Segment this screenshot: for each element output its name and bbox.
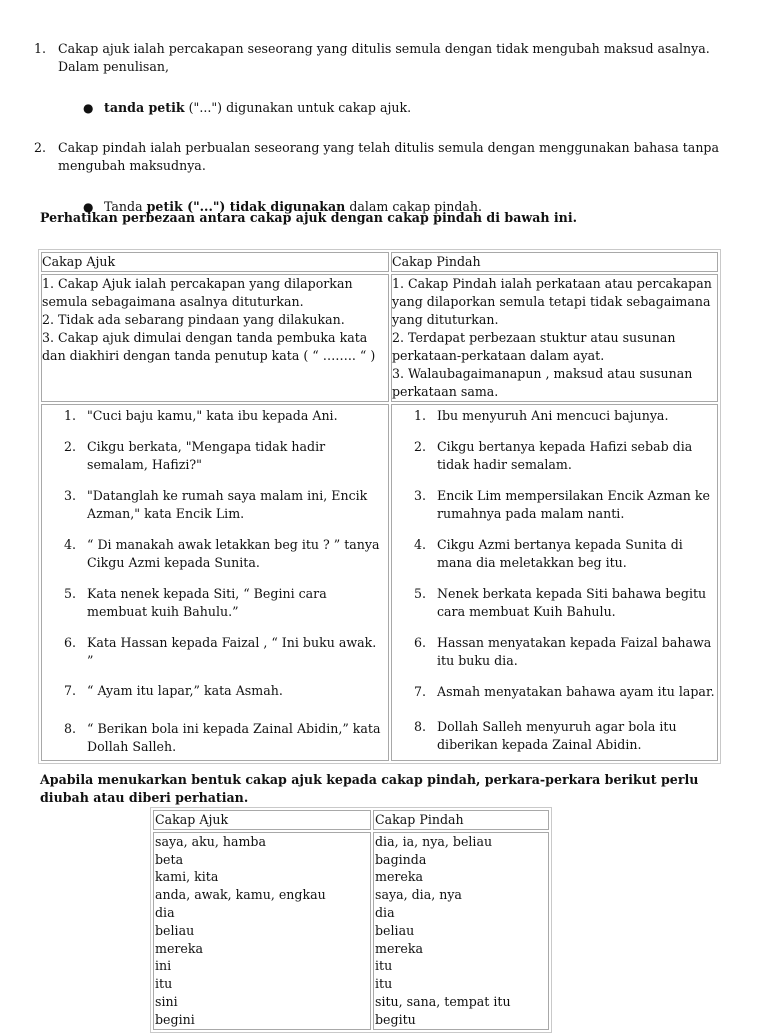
table-cell: beta [155,851,184,867]
intro-bullet-1 [0,99,768,117]
definition-line: 3. Walaubagaimanapun , maksud atau susunan perkataan sama. [392,366,693,399]
table-cell: kami, kita [155,869,219,885]
intro-section [0,40,768,216]
header-cell-pindah: Cakap Pindah [373,810,549,830]
list-item: 4. Cikgu Azmi bertanya kepada Sunita di mana dia meletakkan beg itu. [414,537,683,570]
intro-item-2 [0,139,768,175]
table-cell: mereka [155,940,204,956]
intro-item-text: Cakap ajuk ialah percakapan seseorang yang ditulis semula dengan tidak mengubah maksud asalnya. Dalam penulisan, [58,41,710,74]
header-cell-ajuk: Cakap Ajuk [153,810,371,830]
table-cell: itu [155,976,173,992]
table-cell: beliau [155,922,195,938]
bullet-icon: ● [83,200,94,214]
examples-list-ajuk [42,407,388,756]
section-heading-2: Apabila menukarkan bentuk cakap ajuk kepada cakap pindah, perkara-perkara berikut perlu diubah atau diberi perhatian. [40,772,699,805]
list-item: 2. Cikgu bertanya kepada Hafizi sebab dia tidak hadir semalam. [414,439,693,472]
table-header-row [153,810,549,830]
bullet-bold-text: tanda petik [104,100,185,115]
table-cell: saya, aku, hamba [155,833,266,849]
examples-cell-pindah [391,404,718,761]
table-cell: saya, dia, nya [375,887,462,903]
list-item: 3. "Datanglah ke rumah saya malam ini, Encik Azman," kata Encik Lim. [64,488,368,521]
header-cell-pindah: Cakap Pindah [391,252,718,272]
bullet-icon: ● [83,101,94,115]
list-item: 8. “ Berikan bola ini kepada Zainal Abidin,” kata Dollah Salleh. [64,721,381,754]
definition-line: 2. Terdapat perbezaan stuktur atau susunan perkataan-perkataan dalam ayat. [392,330,676,363]
table-cell: baginda [375,851,427,867]
table-header-row [41,252,718,272]
bullet-pre-text: Tanda [104,199,147,214]
table-cell: itu [375,958,393,974]
table-cell: begitu [375,1011,416,1027]
examples-list-pindah [392,407,717,754]
list-item: 3. Encik Lim mempersilakan Encik Azman ke rumahnya pada malam nanti. [414,488,710,521]
list-item: 7. “ Ayam itu lapar,” kata Asmah. [64,683,283,698]
list-number: 1. [34,41,47,56]
list-item: 6. Hassan menyatakan kepada Faizal bahawa itu buku dia. [414,635,712,668]
comparison-table [38,249,721,764]
definition-line: 3. Cakap ajuk dimulai dengan tanda pembuka kata dan diakhiri dengan tanda penutup kata ( “ …….. “ ) [42,330,376,363]
definition-cell-ajuk [41,274,389,402]
table-cell: dia [375,904,395,920]
intro-item-1 [0,40,768,76]
list-item: 5. Kata nenek kepada Siti, “ Begini cara membuat kuih Bahulu.” [64,586,327,619]
definition-cell-pindah [391,274,718,402]
table-cell: sini [155,993,178,1009]
examples-row [41,404,718,761]
intro-item-text: Cakap pindah ialah perbualan seseorang yang telah ditulis semula dengan menggunakan bahasa tanpa mengubah maksudnya. [58,140,719,173]
list-item: 2. Cikgu berkata, "Mengapa tidak hadir semalam, Hafizi?" [64,439,326,472]
table-cell: dia [155,904,175,920]
table-cell: ini [155,958,172,974]
list-item: 1. "Cuci baju kamu," kata ibu kepada Ani. [64,408,338,423]
table-row [153,832,549,1030]
table-cell: mereka [375,869,424,885]
definition-row [41,274,718,402]
definition-line: 1. Cakap Ajuk ialah percakapan yang dilaporkan semula sebagaimana asalnya dituturkan. [42,276,353,309]
bullet-bold-text: petik ("...") tidak digunakan [146,199,346,214]
table-cell: begini [155,1011,195,1027]
definition-line: 1. Cakap Pindah ialah perkataan atau percakapan yang dilaporkan semula tetapi tidak sebagaimana yang dituturkan. [392,276,712,327]
table-cell: anda, awak, kamu, engkau [155,887,326,903]
examples-cell-ajuk [41,404,389,761]
pronoun-list-ajuk [153,832,371,1030]
header-cell-ajuk: Cakap Ajuk [41,252,389,272]
table-cell: itu [375,976,393,992]
definition-line: 2. Tidak ada sebarang pindaan yang dilakukan. [42,312,345,327]
list-item: 1. Ibu menyuruh Ani mencuci bajunya. [414,408,669,423]
pronoun-change-table [150,807,552,1033]
list-number: 2. [34,140,47,155]
list-item: 7. Asmah menyatakan bahawa ayam itu lapar. [414,684,715,699]
list-item: 8. Dollah Salleh menyuruh agar bola itu diberikan kepada Zainal Abidin. [414,719,677,752]
list-item: 6. Kata Hassan kepada Faizal , “ Ini buku awak. ” [64,635,377,668]
table-cell: dia, ia, nya, beliau [375,833,493,849]
table-cell: beliau [375,922,415,938]
table-cell: mereka [375,940,424,956]
list-item: 5. Nenek berkata kepada Siti bahawa begitu cara membuat Kuih Bahulu. [414,586,707,619]
table-cell: situ, sana, tempat itu [375,993,511,1009]
bullet-rest-text: ("...") digunakan untuk cakap ajuk. [184,100,412,115]
pronoun-list-pindah [373,832,549,1030]
list-item: 4. “ Di manakah awak letakkan beg itu ? ” tanya Cikgu Azmi kepada Sunita. [64,537,380,570]
bullet-rest-text: dalam cakap pindah. [345,199,483,214]
section-heading-1: Perhatikan perbezaan antara cakap ajuk dengan cakap pindah di bawah ini. [40,210,577,225]
